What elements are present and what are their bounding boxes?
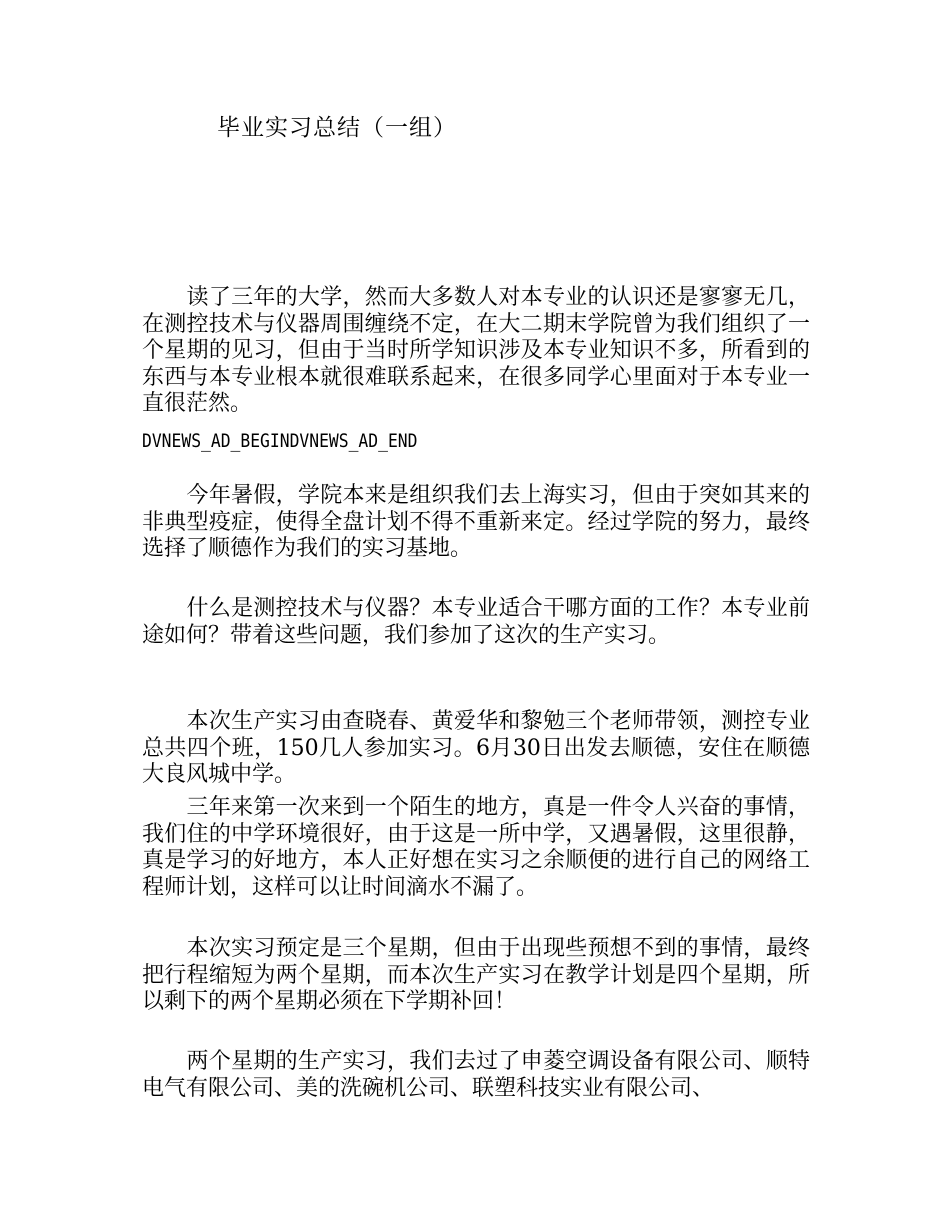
paragraph-3: 什么是测控技术与仪器？本专业适合干哪方面的工作？本专业前途如何？带着这些问题，我们参加了这次的生产实习。 xyxy=(142,596,810,648)
paragraph-1: 读了三年的大学，然而大多数人对本专业的认识还是寥寥无几，在测控技术与仪器周围缠绕不定，在大二期末学院曾为我们组织了一个星期的见习，但由于当时所学知识涉及本专业知识不多，所看到的东西与本专业根本就很难联系起来，在很多同学心里面对于本专业一直很茫然。 xyxy=(142,285,810,416)
document-title: 毕业实习总结（一组） xyxy=(217,115,457,141)
paragraph-5: 三年来第一次来到一个陌生的地方，真是一件令人兴奋的事情，我们住的中学环境很好，由于这是一所中学，又遇暑假，这里很静，真是学习的好地方，本人正好想在实习之余顺便的进行自己的网络工程师计划，这样可以让时间滴水不漏了。 xyxy=(142,795,810,900)
paragraph-6: 本次实习预定是三个星期，但由于出现些预想不到的事情，最终把行程缩短为两个星期，而本次生产实习在教学计划是四个星期，所以剩下的两个星期必须在下学期补回！ xyxy=(142,936,810,1014)
paragraph-7: 两个星期的生产实习，我们去过了申菱空调设备有限公司、顺特电气有限公司、美的洗碗机公司、联塑科技实业有限公司、 xyxy=(142,1049,810,1101)
paragraph-2: 今年暑假，学院本来是组织我们去上海实习，但由于突如其来的非典型疫症，使得全盘计划不得不重新来定。经过学院的努力，最终选择了顺德作为我们的实习基地。 xyxy=(142,483,810,561)
paragraph-4: 本次生产实习由查晓春、黄爱华和黎勉三个老师带领，测控专业总共四个班，150几人参加实习。6月30日出发去顺德，安住在顺德大良风城中学。 xyxy=(142,709,811,787)
ad-marker-text: DVNEWS_AD_BEGINDVNEWS_AD_END xyxy=(142,430,418,452)
